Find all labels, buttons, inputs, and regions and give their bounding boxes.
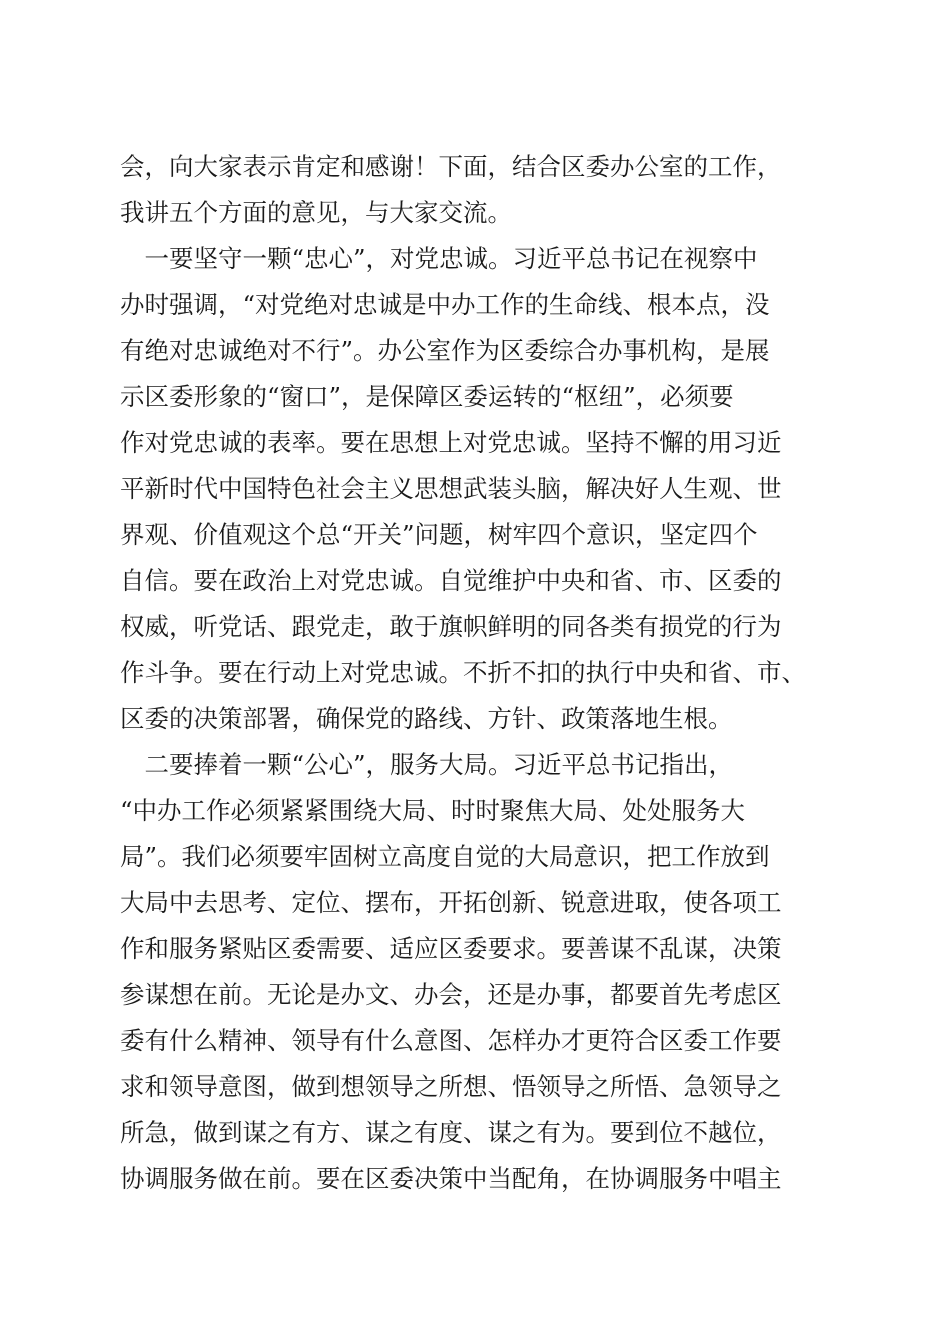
text-line: 作对党忠诚的表率。要在思想上对党忠诚。坚持不懈的用习近	[120, 428, 782, 457]
text-line: 委有什么精神、领导有什么意图、怎样办才更符合区委工作要	[120, 1026, 782, 1055]
text-line: 求和领导意图，做到想领导之所想、悟领导之所悟、急领导之	[120, 1072, 782, 1101]
text-line: 作和服务紧贴区委需要、适应区委要求。要善谋不乱谋，决策	[120, 934, 782, 963]
text-line: 平新时代中国特色社会主义思想武装头脑，解决好人生观、世	[120, 474, 782, 503]
text-line: 所急，做到谋之有方、谋之有度、谋之有为。要到位不越位，	[120, 1118, 782, 1147]
text-line: 我讲五个方面的意见，与大家交流。	[120, 198, 512, 227]
paragraph-heading-line: 二要捧着一颗“公心”，服务大局。习近平总书记指出，	[120, 750, 734, 779]
text-line: 会，向大家表示肯定和感谢！下面，结合区委办公室的工作，	[120, 152, 782, 181]
text-line: 局”。我们必须要牢固树立高度自觉的大局意识，把工作放到	[120, 842, 770, 871]
text-line: 大局中去思考、定位、摆布，开拓创新、锐意进取，使各项工	[120, 888, 782, 917]
text-line: 界观、价值观这个总“开关”问题，树牢四个意识，坚定四个	[120, 520, 758, 549]
text-line: 作斗争。要在行动上对党忠诚。不折不扣的执行中央和省、市、	[120, 658, 806, 687]
text-line: 自信。要在政治上对党忠诚。自觉维护中央和省、市、区委的	[120, 566, 782, 595]
text-line: 办时强调，“对党绝对忠诚是中办工作的生命线、根本点，没	[120, 290, 770, 319]
text-line: 权威，听党话、跟党走，敢于旗帜鲜明的同各类有损党的行为	[120, 612, 782, 641]
paragraph-heading-line: 一要坚守一颗“忠心”，对党忠诚。习近平总书记在视察中	[120, 244, 758, 273]
text-line: 示区委形象的“窗口”，是保障区委运转的“枢纽”，必须要	[120, 382, 734, 411]
text-line: 协调服务做在前。要在区委决策中当配角，在协调服务中唱主	[120, 1164, 782, 1193]
text-line: 有绝对忠诚绝对不行”。办公室作为区委综合办事机构，是展	[120, 336, 770, 365]
text-line: “中办工作必须紧紧围绕大局、时时聚焦大局、处处服务大	[120, 796, 746, 825]
text-line: 参谋想在前。无论是办文、办会，还是办事，都要首先考虑区	[120, 980, 782, 1009]
text-line: 区委的决策部署，确保党的路线、方针、政策落地生根。	[120, 704, 733, 733]
